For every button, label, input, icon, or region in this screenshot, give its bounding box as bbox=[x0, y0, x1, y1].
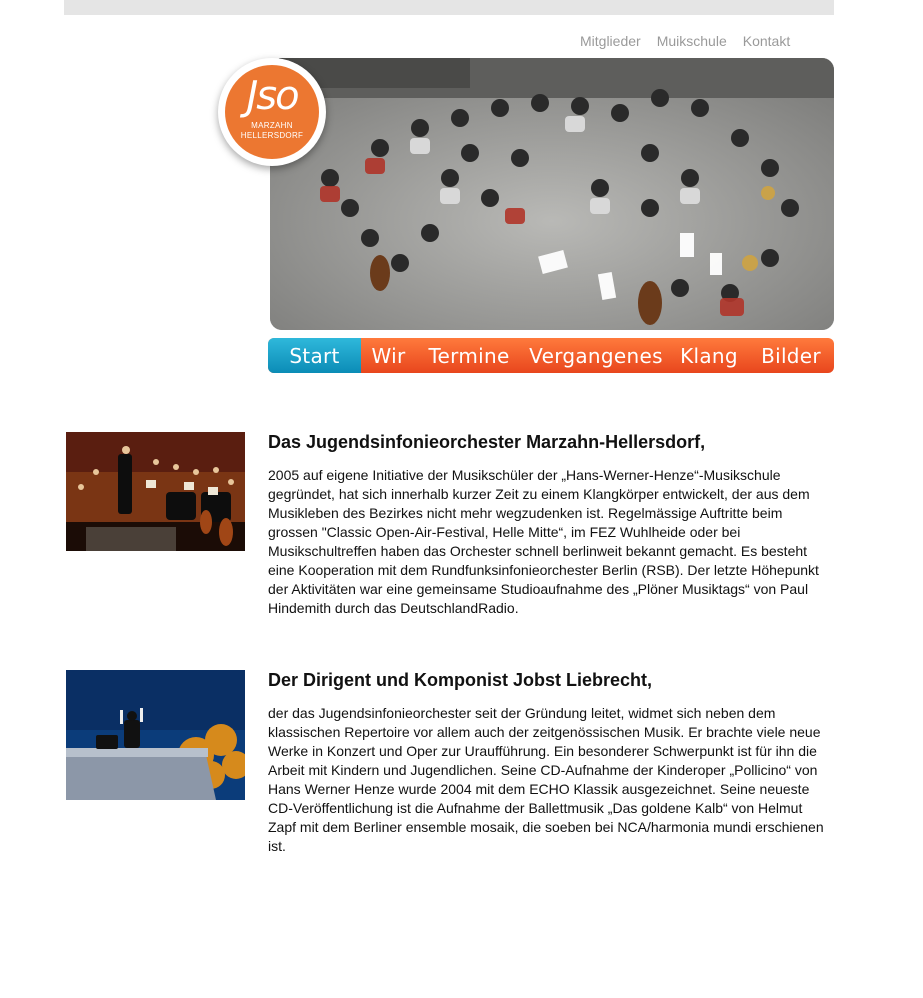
top-bar bbox=[64, 0, 834, 15]
article-image-orchestra-concert bbox=[66, 432, 245, 551]
nav-link-musikschule[interactable]: Muikschule bbox=[656, 33, 727, 49]
nav-tab-start[interactable]: Start bbox=[268, 338, 361, 373]
hero-orchestra-photo bbox=[270, 58, 834, 330]
article-image-conductor bbox=[66, 670, 245, 800]
jso-logo[interactable] bbox=[218, 58, 326, 166]
article-title-conductor: Der Dirigent und Komponist Jobst Liebrecht, bbox=[268, 670, 653, 690]
logo-line-1: MARZAHN bbox=[251, 121, 293, 130]
logo-line-2: HELLERSDORF bbox=[240, 131, 304, 140]
article-title-orchestra: Das Jugendsinfonieorchester Marzahn-Hellersdorf, bbox=[268, 432, 706, 452]
nav-link-mitglieder[interactable]: Mitglieder bbox=[580, 33, 641, 49]
logo-subtitle bbox=[225, 121, 319, 141]
logo-badge bbox=[225, 65, 319, 159]
top-nav bbox=[580, 33, 790, 49]
nav-link-kontakt[interactable]: Kontakt bbox=[742, 33, 791, 49]
nav-tab-termine[interactable]: Termine bbox=[428, 343, 510, 368]
logo-mark: Jso bbox=[246, 73, 298, 119]
main-nav bbox=[268, 338, 834, 373]
nav-tab-bilder[interactable]: Bilder bbox=[761, 343, 821, 368]
nav-tab-wir[interactable]: Wir bbox=[371, 343, 406, 368]
nav-tab-klang[interactable]: Klang bbox=[680, 343, 738, 368]
article-body-orchestra: 2005 auf eigene Initiative der Musikschüler der „Hans-Werner-Henze“-Musikschule gegründet, hat sich innerhalb kurzer Zeit zu einem Klangkörper entwickelt, der aus dem Musikleben des Bezirkes nicht mehr wegzudenken ist. Regelmässige Auftritte beim grossen "Classic Open-Air-Festival, Helle Mitte“, im FEZ Wuhlheide oder bei Musikschultreffen haben das Orchester schnell berlinweit bekannt gemacht. Es besteht eine Kooperation mit dem Rundfunksinfonieorchester Berlin (RSB). Der letzte Höhepunkt der Aktivitäten war eine gemeinsame Studioaufnahme des „Plöner Musiktags“ von Paul Hindemith durch das DeutschlandRadio. bbox=[268, 467, 819, 616]
nav-tab-vergangenes[interactable]: Vergangenes bbox=[529, 343, 663, 368]
article-body-conductor: der das Jugendsinfonieorchester seit der Gründung leitet, widmet sich neben dem klassischen Repertoire vor allem auch der zeitgenössischen Musik. Er brachte viele neue Werke in Konzert und Oper zur Uraufführung. Ein besonderer Schwerpunkt ist für ihn die Arbeit mit Kindern und Jugendlichen. Seine CD-Aufnahme der Kinderoper „Pollicino“ von Hans Werner Henze wurde 2004 mit dem ECHO Klassik ausgezeichnet. Seine neueste CD-Veröffentlichung ist die Aufnahme der Ballettmusik „Das goldene Kalb“ von Helmut Zapf mit dem Berliner ensemble mosaik, die soeben bei NCA/harmonia mundi erschienen ist. bbox=[268, 705, 824, 854]
